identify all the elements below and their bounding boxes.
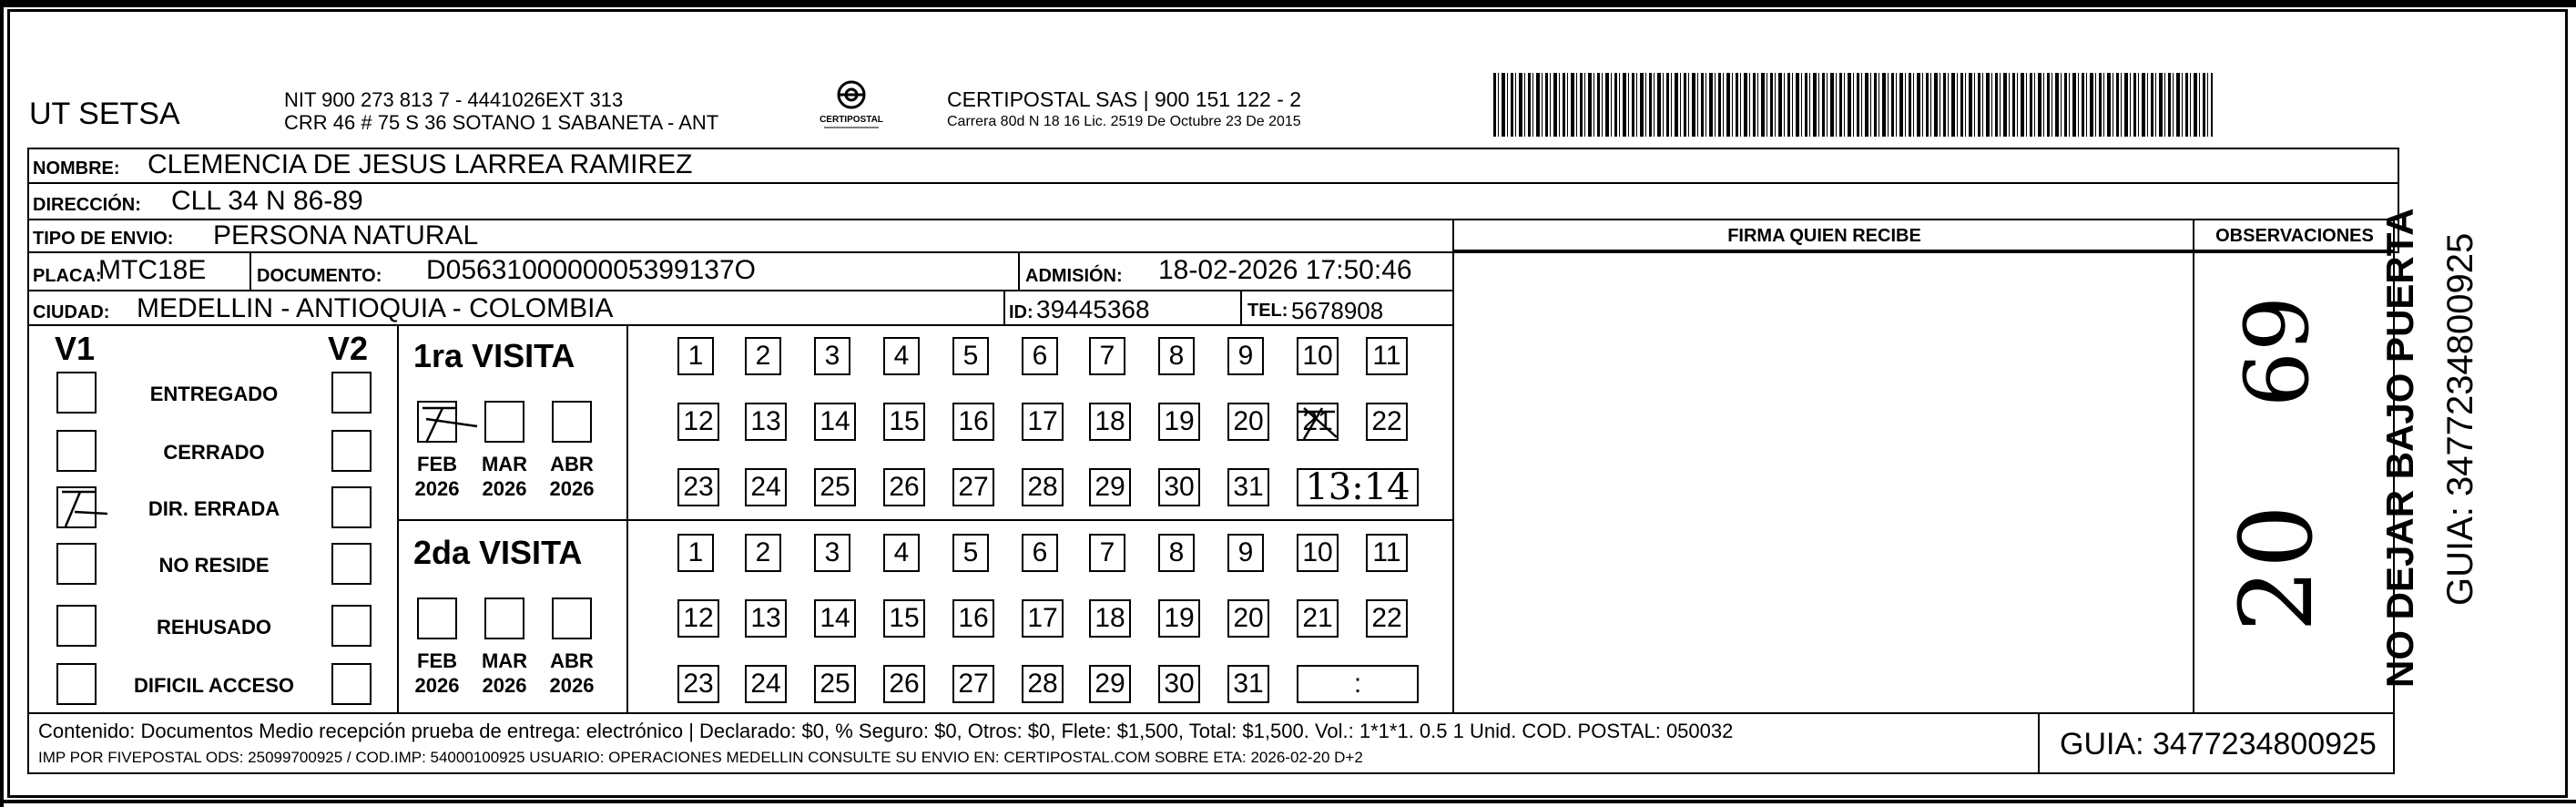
certi-address: Carrera 80d N 18 16 Lic. 2519 De Octubre 23 De 2015: [947, 114, 1301, 129]
v2-header: V2: [328, 330, 369, 367]
footer-contenido: Contenido: Documentos Medio recepción prueba de entrega: electrónico | Declarado: $0, % Seguro: $0, Otros: $0, Flete: $1,500, Total: $1,500. Vol.: 1*1*1. 0.5 1 Unid. COD. POSTAL: 050032: [38, 720, 1734, 742]
day-box[interactable]: [1158, 599, 1200, 638]
day-box[interactable]: [1297, 599, 1339, 638]
month-checkbox[interactable]: [552, 598, 592, 639]
day-number: 6: [1032, 341, 1048, 371]
day-box[interactable]: [952, 534, 989, 572]
v2-checkbox[interactable]: [331, 430, 372, 472]
v1-checkbox[interactable]: [56, 372, 97, 414]
day-box[interactable]: [1297, 534, 1339, 572]
admision-label: ADMISIÓN:: [1025, 266, 1123, 286]
status-label: CERRADO: [163, 441, 265, 464]
day-box[interactable]: [814, 599, 856, 638]
day-box[interactable]: [1227, 337, 1264, 375]
day-box[interactable]: [814, 337, 850, 375]
day-box[interactable]: [677, 337, 714, 375]
day-number: 17: [1027, 406, 1058, 436]
day-number: 21: [1302, 603, 1333, 633]
month-checkbox[interactable]: [417, 401, 457, 443]
day-number: 9: [1237, 341, 1254, 371]
status-label: NO RESIDE: [158, 554, 270, 577]
v2-checkbox[interactable]: [331, 372, 372, 414]
day-number: 18: [1095, 406, 1125, 436]
day-box[interactable]: [883, 337, 920, 375]
day-number: 5: [962, 341, 979, 371]
day-box[interactable]: [1158, 468, 1200, 506]
day-box[interactable]: [677, 665, 719, 703]
day-box[interactable]: [1227, 534, 1264, 572]
day-number: 28: [1027, 472, 1058, 502]
day-number: 10: [1302, 341, 1333, 371]
day-box[interactable]: [1022, 665, 1064, 703]
day-number: 22: [1371, 406, 1402, 436]
day-box[interactable]: [814, 534, 850, 572]
day-number: 20: [1233, 603, 1264, 633]
day-box[interactable]: [1158, 403, 1200, 441]
day-box[interactable]: [1227, 403, 1269, 441]
day-number: 3: [824, 537, 840, 567]
day-number: 5: [962, 537, 979, 567]
time-box[interactable]: [1297, 468, 1419, 506]
ciudad-value: MEDELLIN - ANTIOQUIA - COLOMBIA: [137, 293, 614, 323]
day-number: 31: [1233, 472, 1264, 502]
day-number: 13: [750, 603, 781, 633]
day-box[interactable]: [745, 534, 781, 572]
day-number: 18: [1095, 603, 1125, 633]
month-label: [477, 649, 532, 698]
day-box[interactable]: [952, 599, 994, 638]
month-label: [410, 452, 464, 501]
time-value: :: [1353, 669, 1362, 699]
day-box[interactable]: [952, 665, 994, 703]
day-number: 28: [1027, 669, 1058, 699]
day-number: 8: [1168, 341, 1185, 371]
nombre-row: [27, 148, 2399, 184]
placa-value: MTC18E: [98, 255, 207, 285]
check-mark-icon: [417, 399, 481, 444]
day-box[interactable]: [1297, 337, 1339, 375]
day-number: 16: [958, 603, 989, 633]
month-label: [410, 649, 464, 698]
footer-info: [27, 712, 2040, 774]
month-checkbox[interactable]: [484, 401, 524, 443]
v2-checkbox[interactable]: [331, 663, 372, 705]
day-number: 1: [687, 341, 704, 371]
day-number: 31: [1233, 669, 1264, 699]
day-number: 10: [1302, 537, 1333, 567]
month-name: MAR: [481, 453, 528, 475]
day-number: 3: [824, 341, 840, 371]
v1-checkbox[interactable]: [56, 486, 97, 528]
tipo-value: PERSONA NATURAL: [213, 220, 479, 250]
ciudad-label: CIUDAD:: [33, 302, 110, 322]
admision-value: 18-02-2026 17:50:46: [1158, 255, 1412, 285]
day-box[interactable]: [1089, 599, 1131, 638]
day-box[interactable]: [883, 534, 920, 572]
id-label: ID:: [1009, 302, 1033, 322]
day-box[interactable]: [1022, 534, 1058, 572]
visit-title: 2da VISITA: [413, 534, 583, 571]
day-box[interactable]: [883, 468, 925, 506]
direccion-label: DIRECCIÓN:: [33, 195, 141, 215]
logo-text: CERTIPOSTAL: [820, 115, 883, 125]
v1-checkbox[interactable]: [56, 663, 97, 705]
month-name: MAR: [481, 649, 528, 672]
day-number: 7: [1099, 341, 1115, 371]
day-number: 12: [683, 603, 714, 633]
v1-checkbox[interactable]: [56, 605, 97, 647]
month-checkbox[interactable]: [484, 598, 524, 639]
month-year: 2026: [549, 674, 595, 697]
certi-line: CERTIPOSTAL SAS | 900 151 122 - 2: [947, 87, 1302, 111]
bottom-border: [0, 800, 2576, 803]
day-number: 22: [1371, 603, 1402, 633]
day-box[interactable]: [952, 337, 989, 375]
v2-checkbox[interactable]: [331, 486, 372, 528]
no-dejar-text: NO DEJAR BAJO PUERTA: [2378, 208, 2421, 688]
time-value: 13:14: [1305, 466, 1410, 508]
tel-value: 5678908: [1291, 297, 1384, 324]
status-label: DIFICIL ACCESO: [133, 674, 294, 697]
day-number: 4: [893, 537, 910, 567]
observaciones-header: OBSERVACIONES: [2215, 226, 2374, 246]
nit-line: NIT 900 273 813 7 - 4441026EXT 313: [284, 88, 624, 111]
day-box[interactable]: [1227, 468, 1269, 506]
day-box[interactable]: [952, 403, 994, 441]
month-checkbox[interactable]: [417, 598, 457, 639]
day-box[interactable]: [1366, 337, 1408, 375]
day-box[interactable]: [814, 403, 856, 441]
check-mark-icon: [55, 485, 109, 526]
visit-title: 1ra VISITA: [413, 337, 575, 374]
status-label: DIR. ERRADA: [148, 497, 280, 520]
day-box[interactable]: [1089, 665, 1131, 703]
status-label: REHUSADO: [157, 616, 271, 638]
day-number: 2: [755, 341, 771, 371]
day-box[interactable]: [1227, 665, 1269, 703]
certipostal-logo: [806, 75, 897, 138]
day-box[interactable]: [1158, 337, 1195, 375]
day-number: 17: [1027, 603, 1058, 633]
day-number: 12: [683, 406, 714, 436]
day-box[interactable]: [677, 403, 719, 441]
day-box[interactable]: [677, 468, 719, 506]
month-year: 2026: [482, 674, 527, 697]
day-number: 26: [889, 669, 920, 699]
month-year: 2026: [414, 477, 460, 500]
day-number: 26: [889, 472, 920, 502]
month-year: 2026: [549, 477, 595, 500]
day-number: 11: [1372, 341, 1401, 371]
day-box[interactable]: [1366, 403, 1408, 441]
barcode: [1493, 73, 2213, 137]
month-name: ABR: [550, 453, 594, 475]
day-number: 23: [683, 669, 714, 699]
day-number: 11: [1372, 537, 1401, 567]
obs-handwritten-2: 20: [2217, 505, 2335, 632]
day-box[interactable]: [745, 403, 787, 441]
day-box[interactable]: [1089, 534, 1125, 572]
v2-checkbox[interactable]: [331, 543, 372, 585]
guia-side-text: GUIA: 3477234800925: [2440, 232, 2480, 606]
day-box[interactable]: [814, 468, 856, 506]
day-number: 15: [889, 406, 920, 436]
day-box[interactable]: [814, 665, 856, 703]
day-number: 15: [889, 603, 920, 633]
tipo-label: TIPO DE ENVIO:: [33, 229, 174, 249]
documento-value: D0563100000005399137O: [426, 255, 757, 285]
day-number: 24: [750, 669, 781, 699]
cross-mark-icon: [1295, 403, 1340, 443]
day-box[interactable]: [883, 599, 925, 638]
day-number: 4: [893, 341, 910, 371]
v1-checkbox[interactable]: [56, 543, 97, 585]
day-box[interactable]: [677, 534, 714, 572]
day-box[interactable]: [1366, 599, 1408, 638]
day-number: 14: [820, 603, 850, 633]
month-label: [545, 649, 599, 698]
tel-label: TEL:: [1247, 301, 1288, 321]
day-number: 7: [1099, 537, 1115, 567]
month-name: ABR: [550, 649, 594, 672]
month-label: [545, 452, 599, 501]
firma-header: FIRMA QUIEN RECIBE: [1727, 226, 1921, 246]
v1-header: V1: [55, 330, 96, 367]
day-box[interactable]: [1022, 403, 1064, 441]
observaciones-box[interactable]: [2193, 219, 2395, 714]
day-box[interactable]: [1158, 534, 1195, 572]
day-number: 14: [820, 406, 850, 436]
left-border: [0, 0, 4, 807]
day-box[interactable]: [952, 468, 994, 506]
month-year: 2026: [482, 477, 527, 500]
day-box[interactable]: [1022, 337, 1058, 375]
day-number: 20: [1233, 406, 1264, 436]
firma-box[interactable]: [1452, 250, 2194, 714]
day-number: 2: [755, 537, 771, 567]
month-name: FEB: [417, 453, 457, 475]
footer-imp: IMP POR FIVEPOSTAL ODS: 25099700925 / COD.IMP: 54000100925 USUARIO: OPERACIONES MEDELLIN CONSULTE SU ENVIO EN: CERTIPOSTAL.COM SOBRE ETA: 2026-02-20 D+2: [38, 749, 1363, 766]
documento-label: DOCUMENTO:: [257, 266, 382, 286]
footer-guia: GUIA: 3477234800925: [2060, 727, 2377, 761]
direccion-row: [27, 182, 2399, 220]
nombre-value: CLEMENCIA DE JESUS LARREA RAMIREZ: [148, 149, 693, 179]
direccion-value: CLL 34 N 86-89: [171, 186, 363, 216]
day-box[interactable]: [1022, 468, 1064, 506]
day-box[interactable]: [745, 665, 787, 703]
day-number: 6: [1032, 537, 1048, 567]
day-number: 29: [1095, 472, 1125, 502]
month-year: 2026: [414, 674, 460, 697]
footer-guia-box: [2038, 712, 2395, 774]
day-number: 9: [1237, 537, 1254, 567]
day-number: 19: [1164, 406, 1195, 436]
address-line: CRR 46 # 75 S 36 SOTANO 1 SABANETA - ANT: [284, 111, 719, 134]
id-value: 39445368: [1036, 295, 1150, 323]
day-number: 1: [687, 537, 704, 567]
day-number: 30: [1164, 669, 1195, 699]
day-box[interactable]: [677, 599, 719, 638]
day-box[interactable]: [1297, 403, 1339, 441]
status-label: ENTREGADO: [149, 383, 279, 405]
placa-label: PLACA:: [33, 266, 102, 286]
day-box[interactable]: [1158, 665, 1200, 703]
day-box[interactable]: [745, 337, 781, 375]
day-box[interactable]: [745, 468, 787, 506]
month-name: FEB: [417, 649, 457, 672]
day-box[interactable]: [1366, 534, 1408, 572]
firma-header-cell: [1452, 219, 2194, 251]
day-number: 19: [1164, 603, 1195, 633]
v2-checkbox[interactable]: [331, 605, 372, 647]
day-number: 13: [750, 406, 781, 436]
day-number: 24: [750, 472, 781, 502]
day-number: 29: [1095, 669, 1125, 699]
month-checkbox[interactable]: [552, 401, 592, 443]
day-box[interactable]: [1089, 468, 1131, 506]
day-box[interactable]: [1227, 599, 1269, 638]
day-number: 25: [820, 669, 850, 699]
day-number: 16: [958, 406, 989, 436]
day-number: 23: [683, 472, 714, 502]
month-label: [477, 452, 532, 501]
obs-handwritten-1: 69: [2226, 295, 2329, 408]
v1-checkbox[interactable]: [56, 430, 97, 472]
day-number: 27: [958, 472, 989, 502]
ciudad-row: [27, 290, 1454, 326]
company-name: UT SETSA: [29, 97, 180, 131]
nombre-label: NOMBRE:: [33, 158, 120, 179]
day-box[interactable]: [883, 665, 925, 703]
day-box[interactable]: [745, 599, 787, 638]
day-number: 27: [958, 669, 989, 699]
time-box[interactable]: [1297, 665, 1419, 703]
top-border: [0, 0, 2576, 7]
day-box[interactable]: [1089, 403, 1131, 441]
day-box[interactable]: [1022, 599, 1064, 638]
day-number: 21: [1302, 406, 1333, 436]
placa-row: [27, 251, 1454, 291]
day-number: 30: [1164, 472, 1195, 502]
day-box[interactable]: [1089, 337, 1125, 375]
day-number: 25: [820, 472, 850, 502]
day-number: 8: [1168, 537, 1185, 567]
day-box[interactable]: [883, 403, 925, 441]
